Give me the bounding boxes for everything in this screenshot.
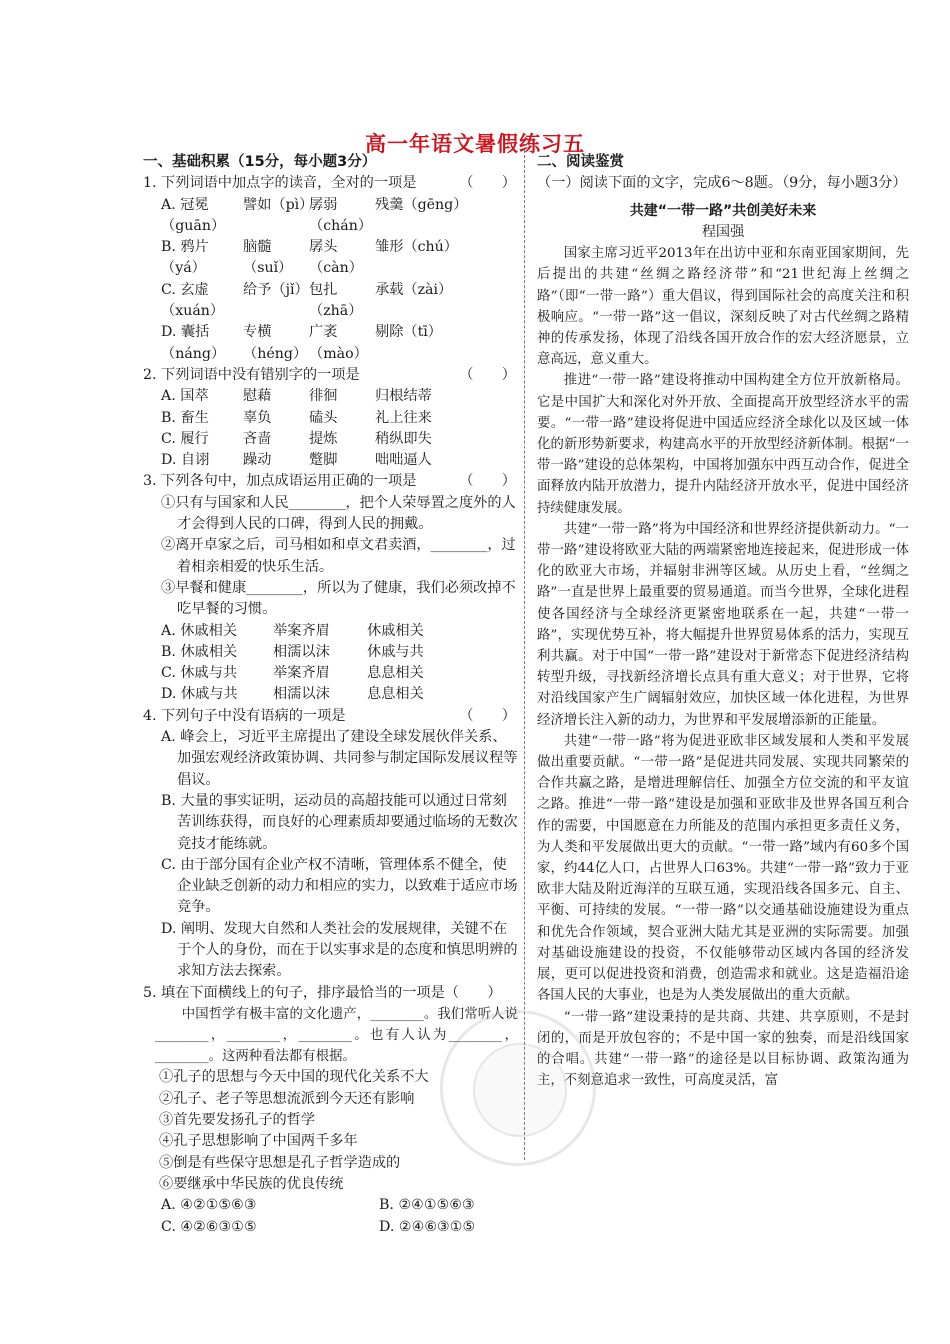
option-cell: 休戚相关	[367, 622, 424, 639]
option-row	[143, 1195, 518, 1216]
section-title-reading: 二、阅读鉴赏	[537, 154, 624, 170]
page-title: 高一年语文暑假练习五	[365, 132, 585, 156]
sentence-item: ③首先要发扬孔子的哲学	[159, 1112, 316, 1129]
option-cell: D. 自诩	[161, 452, 210, 469]
question-1	[143, 173, 518, 194]
reading-intro: （一）阅读下面的文字，完成6～8题。（9分，每小题3分）	[537, 175, 907, 192]
article-paragraph: 共建“一带一路”将为促进亚欧非区域发展和人类和平发展做出重要贡献。“一带一路”是促进共同发展、实现共同繁荣的合作共赢之路，是增进理解信任、加强全方位交流的和平友谊之路。推进“一带一路”建设是加强和亚欧非及世界各国互利合作的需要，中国愿意在力所能及的范围内承担更多责任义务，为人类和平发展做出更大的贡献。“一带一路”域内有60多个国家，约44亿人口，占世界人口63%。共建“一带一路”致力于亚欧非大陆及附近海洋的互联互通，实现沿线各国多元、自主、平衡、可持续的发展。“一带一路”以交通基础设施建设为重点和优先合作领域，契合亚洲大陆尤其是亚洲的实际需要。加强对基础设施建设的投资，不仅能够带动区域内各国的经济发展，更可以促进投资和消费，创造需求和就业。这是造福沿途各国人民的大事业，也是为人类发展做出的重大贡献。	[537, 733, 909, 1004]
sentence-item: ①孔子的思想与今天中国的现代化关系不大	[159, 1069, 429, 1086]
option-cell: C. 玄虚（xuán）	[161, 281, 225, 320]
option-cell: A. 国萃	[161, 388, 209, 405]
left-column	[143, 152, 518, 1238]
option-cell: 稍纵即失	[375, 430, 432, 447]
option-cell: 吝啬	[243, 430, 272, 447]
article-paragraph: 共建“一带一路”将为中国经济和世界经济提供新动力。“一带一路”建设将欧亚大陆的两端紧密地连接起来，促进形成一体化的欧亚大市场，并辐射非洲等区域。从历史上看，“丝绸之路”一直是世界上最重要的贸易通道。而当今世界，全球化进程使各国经济与全球经济更紧密地联系在一起，共建“一带一路”，实现优势互补，将大幅提升世界贸易体系的活力，实现互利共赢。对于中国“一带一路”建设对于新常态下促进经济结构转型升级，寻找新经济增长点具有重大意义；对于世界，它将对沿线国家产生广阔辐射效应，加快区域一体化进程，为世界经济增长注入新的动力，为世界和平发展增添新的正能量。	[537, 521, 909, 728]
option-cell: 给予（jǐ）	[243, 281, 309, 298]
option-cell: 残羹（gēng）	[375, 196, 468, 213]
option-cell: C. 履行	[161, 430, 209, 447]
option-cell: 孱头（càn）	[309, 239, 363, 277]
option-cell: 专横（héng）	[243, 324, 308, 362]
option-cell: 息息相关	[367, 686, 424, 703]
sentence-item: ①只有与国家和人民________，把个人荣辱置之度外的人才会得到人民的口碑，得到人民的拥戴。	[161, 494, 516, 533]
option-cell: B. ②④①⑤⑥③	[379, 1197, 475, 1214]
article-paragraph: 推进“一带一路”建设将推动中国构建全方位开放新格局。它是中国扩大和深化对外开放、全面提高开放型经济水平的需要。“一带一路”建设将促进中国适应经济全球化以及区域一体化的新形势新要求，构建高水平的开放型经济新体制。根据“一带一路”建设的总体架构，中国将加强东中西互动合作，促进全面释放内陆开放潜力，提升内陆经济开放水平，促进中国经济持续健康发展。	[537, 373, 909, 516]
sentence-item: ②离开卓家之后，司马相如和卓文君卖酒，________，过着相亲相爱的快乐生活。	[161, 537, 516, 575]
option-cell: 脑髓（suǐ）	[243, 239, 293, 277]
option-cell: 慰藉	[243, 388, 272, 405]
option-cell: 归根结蒂	[375, 388, 432, 405]
column-divider	[524, 150, 525, 1160]
option-cell: 礼上往来	[375, 409, 432, 426]
option-row	[143, 195, 518, 238]
answer-paren: （ ）	[459, 707, 516, 724]
option-cell: 孱弱（chán）	[309, 196, 373, 234]
option-row	[143, 322, 518, 365]
answer-paren: （ ）	[459, 175, 516, 192]
option-cell: D. 囊括（náng）	[161, 324, 226, 362]
option-cell: 蹩脚	[309, 452, 338, 469]
sentence-item: ②孔子、老子等思想流派到今天还有影响	[159, 1090, 415, 1107]
option-cell: 譬如（pì）	[243, 196, 314, 213]
option-cell: B. 休戚相关	[161, 643, 238, 660]
sentence-item: ⑤倒是有些保守思想是孔子哲学造成的	[159, 1154, 401, 1171]
option-cell: 相濡以沫	[273, 643, 330, 660]
question-2	[143, 365, 518, 386]
option-row	[143, 663, 518, 684]
question-4	[143, 706, 518, 727]
option-cell: 相濡以沫	[273, 686, 330, 703]
article-paragraph: “一带一路”建设秉持的是共商、共建、共享原则，不是封闭的，而是开放包容的；不是中国一家的独奏，而是沿线国家的合唱。共建“一带一路”的途径是以目标协调、政策沟通为主，不刻意追求一致性，可高度灵活，富	[537, 1009, 909, 1089]
right-column	[537, 152, 909, 1091]
sentence-item: ⑥要继承中华民族的优良传统	[159, 1175, 344, 1192]
sentence-item: ③早餐和健康________，所以为了健康，我们必须改掉不吃早餐的习惯。	[161, 579, 516, 618]
option-cell: 广袤（mào）	[309, 324, 368, 362]
option-cell: 承载（zài）	[375, 281, 453, 298]
option-cell: 徘徊	[309, 388, 338, 405]
fill-passage: 中国哲学有极丰富的文化遗产，________。我们常听人说________，________，________。也有人认为________，________。这两种看法都有根据。	[155, 1006, 518, 1065]
option-cell: 休戚与共	[367, 643, 424, 660]
option-row	[143, 684, 518, 705]
option-cell: 磕头	[309, 409, 338, 426]
question-4-stem: 4. 下列句子中没有语病的一项是	[143, 707, 346, 724]
option-cell: A. 冠冕（guān）	[161, 196, 226, 234]
option-d: D. 阐明、发现大自然和人类社会的发展规律，关键不在于个人的身份，而在于以实事求是的态度和慎思明辨的求知方法去探索。	[161, 920, 518, 980]
answer-paren: （ ）	[459, 473, 516, 490]
option-row	[143, 450, 518, 471]
option-cell: 躁动	[243, 452, 272, 469]
option-row	[143, 386, 518, 407]
option-row	[143, 621, 518, 642]
option-cell: 雏形（chú）	[375, 239, 458, 256]
option-cell: 举案齐眉	[273, 622, 330, 639]
option-cell: 剔除（tī）	[375, 324, 442, 341]
option-row	[143, 408, 518, 429]
option-cell: A. 休戚相关	[161, 622, 238, 639]
option-row	[143, 429, 518, 450]
question-3-stem: 3. 下列各句中，加点成语运用正确的一项是	[143, 473, 417, 490]
option-cell: D. ②④⑥③①⑤	[379, 1218, 476, 1235]
option-cell: 息息相关	[367, 665, 424, 682]
option-cell: 咄咄逼人	[375, 452, 432, 469]
option-c: C. 由于部分国有企业产权不清晰，管理体系不健全，使企业缺乏创新的动力和相应的实力，以致难于适应市场竞争。	[161, 856, 518, 916]
option-row	[143, 642, 518, 663]
option-cell: A. ④②①⑤⑥③	[161, 1197, 257, 1214]
question-5-stem: 5. 填在下面横线上的句子，排序最恰当的一项是（ ）	[143, 984, 502, 1001]
answer-paren: （ ）	[459, 366, 516, 383]
option-row	[143, 280, 518, 323]
question-1-stem: 1. 下列词语中加点字的读音，全对的一项是	[143, 175, 417, 192]
question-3	[143, 471, 518, 492]
option-cell: 辜负	[243, 409, 272, 426]
question-2-stem: 2. 下列词语中没有错别字的一项是	[143, 366, 360, 383]
option-cell: C. ④②⑥③①⑤	[161, 1218, 257, 1235]
option-b: B. 大量的事实证明，运动员的高超技能可以通过日常刻苦训练获得，而良好的心理素质却要通过临场的无数次竞技才能练就。	[161, 792, 518, 852]
option-cell: D. 休戚与共	[161, 686, 238, 703]
article-title: 共建“一带一路”共创美好未来	[629, 202, 817, 219]
option-row	[143, 237, 518, 280]
option-a: A. 峰会上，习近平主席提出了建设全球发展伙伴关系、加强宏观经济政策协调、共同参与制定国际发展议程等倡议。	[161, 729, 518, 788]
section-title-basics: 一、基础积累（15分，每小题3分）	[143, 154, 377, 170]
option-cell: 包扎（zhā）	[309, 281, 363, 320]
option-cell: B. 畜生	[161, 409, 209, 426]
option-cell: 提炼	[309, 430, 338, 447]
option-cell: C. 休戚与共	[161, 665, 238, 682]
article-paragraph: 国家主席习近平2013年在出访中亚和东南亚国家期间，先后提出的共建“丝绸之路经济带”和“21世纪海上丝绸之路”（即“一带一路”）重大倡议，得到国际社会的高度关注和积极响应。“一带一路”这一倡议，深刻反映了对古代丝绸之路精神的传承发扬，体现了沿线各国开放合作的宏大经济愿景，立意高远，意义重大。	[537, 246, 909, 368]
article-author: 程国强	[701, 223, 745, 240]
option-cell: 举案齐眉	[273, 665, 330, 682]
option-cell: B. 鸦片（yá）	[161, 239, 209, 277]
option-row	[143, 1217, 518, 1238]
sentence-item: ④孔子思想影响了中国两千多年	[159, 1133, 358, 1150]
